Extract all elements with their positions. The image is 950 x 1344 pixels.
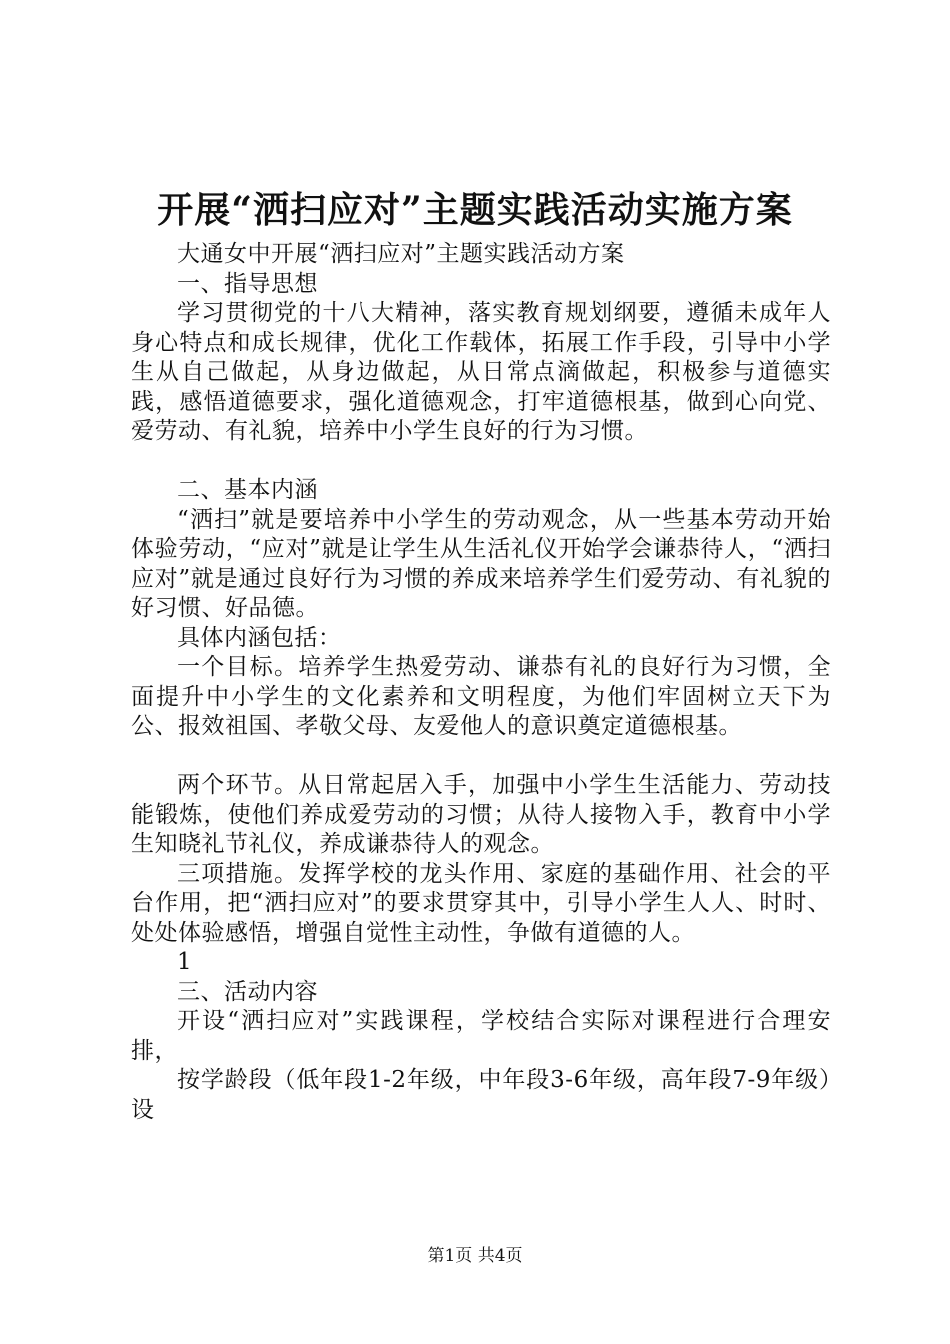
page-footer: 第1页 共4页 bbox=[427, 1246, 523, 1266]
paragraph-age-stages: 按学龄段（低年段1-2年级，中年段3-6年级，高年段7-9年级）设 bbox=[131, 1067, 831, 1123]
section-heading-2: 二、基本内涵 bbox=[177, 477, 318, 503]
paragraph-spacer bbox=[131, 447, 831, 477]
paragraph-two-links: 两个环节。从日常起居入手，加强中小学生生活能力、劳动技能锻炼，使他们养成爱劳动的习惯；从待人接物入手，教育中小学生知晓礼节礼仪，养成谦恭待人的观念。 bbox=[131, 772, 831, 857]
paragraph-three-measures: 三项措施。发挥学校的龙头作用、家庭的基础作用、社会的平台作用，把“洒扫应对”的要求贯穿其中，引导小学生人人、时时、处处体验感悟，增强自觉性主动性，争做有道德的人。 bbox=[131, 860, 831, 946]
section-heading-3: 三、活动内容 bbox=[177, 978, 318, 1005]
document-body bbox=[131, 240, 831, 1125]
section-heading-1: 一、指导思想 bbox=[177, 270, 318, 297]
subtitle-paragraph: 大通女中开展“洒扫应对”主题实践活动方案 bbox=[177, 241, 625, 267]
paragraph-spacer bbox=[131, 742, 831, 772]
inline-page-number: 1 bbox=[177, 949, 193, 975]
paragraph-one-goal: 一个目标。培养学生热爱劳动、谦恭有礼的良好行为习惯，全面提升中小学生的文化素养和文明程度，为他们牢固树立天下为公、报效祖国、孝敬父母、友爱他人的意识奠定道德根基。 bbox=[131, 654, 831, 739]
document-title: 开展“洒扫应对”主题实践活动实施方案 bbox=[157, 189, 793, 231]
paragraph-basic-meaning: “洒扫”就是要培养中小学生的劳动观念，从一些基本劳动开始体验劳动，“应对”就是让学生从生活礼仪开始学会谦恭待人，“洒扫应对”就是通过良好行为习惯的养成来培养学生们爱劳动、有礼貌的好习惯、好品德。 bbox=[131, 506, 831, 621]
paragraph-specific-content: 具体内涵包括： bbox=[177, 624, 342, 651]
paragraph-activity-course: 开设“洒扫应对”实践课程，学校结合实际对课程进行合理安排， bbox=[131, 1008, 831, 1064]
paragraph-guiding-thought: 学习贯彻党的十八大精神，落实教育规划纲要，遵循未成年人身心特点和成长规律，优化工作载体，拓展工作手段，引导中小学生从自己做起，从身边做起，从日常点滴做起，积极参与道德实践，感悟道德要求，强化道德观念，打牢道德根基，做到心向党、爱劳动、有礼貌，培养中小学生良好的行为习惯。 bbox=[131, 300, 831, 444]
